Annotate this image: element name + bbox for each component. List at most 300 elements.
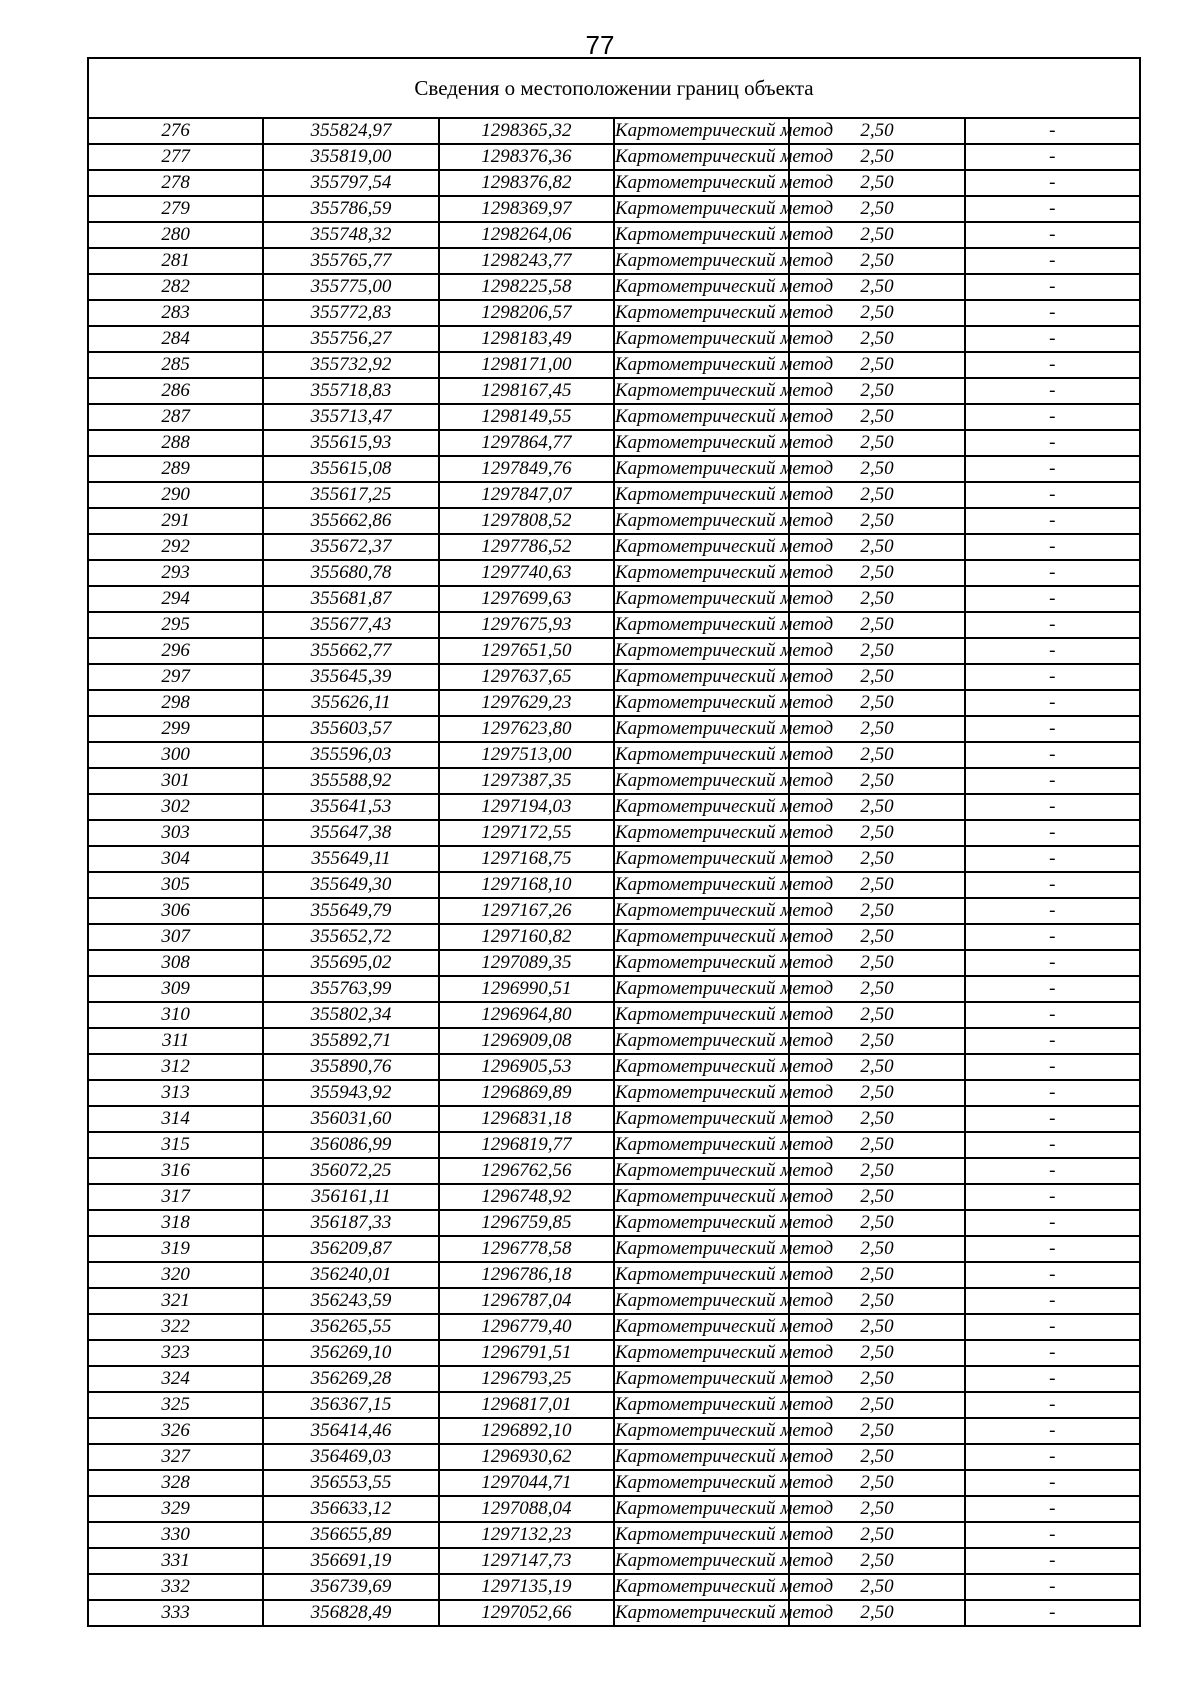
point-number-cell: 285 (88, 352, 263, 378)
y-coordinate-cell: 1297132,23 (439, 1522, 614, 1548)
description-cell: - (965, 1392, 1140, 1418)
method-cell: Картометрический метод (614, 508, 789, 534)
table-row (88, 534, 1140, 560)
description-cell: - (965, 196, 1140, 222)
y-coordinate-cell: 1297168,10 (439, 872, 614, 898)
method-cell: Картометрический метод (614, 1054, 789, 1080)
x-coordinate-cell: 356086,99 (263, 1132, 438, 1158)
description-cell: - (965, 586, 1140, 612)
method-cell: Картометрический метод (614, 1366, 789, 1392)
table-row (88, 1548, 1140, 1574)
y-coordinate-cell: 1297147,73 (439, 1548, 614, 1574)
method-cell: Картометрический метод (614, 1444, 789, 1470)
table-row (88, 248, 1140, 274)
accuracy-cell: 2,50 (789, 456, 964, 482)
accuracy-cell: 2,50 (789, 1418, 964, 1444)
point-number-cell: 323 (88, 1340, 263, 1366)
accuracy-cell: 2,50 (789, 1002, 964, 1028)
x-coordinate-cell: 355890,76 (263, 1054, 438, 1080)
table-row (88, 1080, 1140, 1106)
accuracy-cell: 2,50 (789, 1080, 964, 1106)
point-number-cell: 276 (88, 118, 263, 144)
method-cell: Картометрический метод (614, 560, 789, 586)
x-coordinate-cell: 355680,78 (263, 560, 438, 586)
description-cell: - (965, 1054, 1140, 1080)
method-cell: Картометрический метод (614, 1132, 789, 1158)
method-cell: Картометрический метод (614, 118, 789, 144)
description-cell: - (965, 1314, 1140, 1340)
y-coordinate-cell: 1296762,56 (439, 1158, 614, 1184)
x-coordinate-cell: 355615,93 (263, 430, 438, 456)
table-row (88, 300, 1140, 326)
description-cell: - (965, 1522, 1140, 1548)
y-coordinate-cell: 1296787,04 (439, 1288, 614, 1314)
y-coordinate-cell: 1297808,52 (439, 508, 614, 534)
point-number-cell: 318 (88, 1210, 263, 1236)
table-row (88, 482, 1140, 508)
x-coordinate-cell: 355588,92 (263, 768, 438, 794)
method-cell: Картометрический метод (614, 1028, 789, 1054)
y-coordinate-cell: 1298206,57 (439, 300, 614, 326)
method-cell: Картометрический метод (614, 404, 789, 430)
method-cell: Картометрический метод (614, 170, 789, 196)
method-cell: Картометрический метод (614, 820, 789, 846)
accuracy-cell: 2,50 (789, 1392, 964, 1418)
boundary-coordinates-table (87, 57, 1141, 1627)
accuracy-cell: 2,50 (789, 1470, 964, 1496)
accuracy-cell: 2,50 (789, 898, 964, 924)
point-number-cell: 302 (88, 794, 263, 820)
point-number-cell: 291 (88, 508, 263, 534)
method-cell: Картометрический метод (614, 1522, 789, 1548)
description-cell: - (965, 898, 1140, 924)
table-row (88, 144, 1140, 170)
accuracy-cell: 2,50 (789, 664, 964, 690)
point-number-cell: 294 (88, 586, 263, 612)
description-cell: - (965, 1080, 1140, 1106)
description-cell: - (965, 820, 1140, 846)
y-coordinate-cell: 1298365,32 (439, 118, 614, 144)
accuracy-cell: 2,50 (789, 404, 964, 430)
x-coordinate-cell: 355718,83 (263, 378, 438, 404)
method-cell: Картометрический метод (614, 1600, 789, 1626)
y-coordinate-cell: 1297089,35 (439, 950, 614, 976)
point-number-cell: 325 (88, 1392, 263, 1418)
point-number-cell: 298 (88, 690, 263, 716)
method-cell: Картометрический метод (614, 534, 789, 560)
table-row (88, 1340, 1140, 1366)
method-cell: Картометрический метод (614, 1548, 789, 1574)
accuracy-cell: 2,50 (789, 144, 964, 170)
method-cell: Картометрический метод (614, 1184, 789, 1210)
y-coordinate-cell: 1297387,35 (439, 768, 614, 794)
method-cell: Картометрический метод (614, 1210, 789, 1236)
x-coordinate-cell: 355765,77 (263, 248, 438, 274)
table-title-row (88, 58, 1140, 118)
accuracy-cell: 2,50 (789, 586, 964, 612)
accuracy-cell: 2,50 (789, 1314, 964, 1340)
point-number-cell: 315 (88, 1132, 263, 1158)
accuracy-cell: 2,50 (789, 352, 964, 378)
table-body (88, 58, 1140, 1626)
description-cell: - (965, 144, 1140, 170)
x-coordinate-cell: 355802,34 (263, 1002, 438, 1028)
table-row (88, 1236, 1140, 1262)
point-number-cell: 306 (88, 898, 263, 924)
description-cell: - (965, 1028, 1140, 1054)
x-coordinate-cell: 355652,72 (263, 924, 438, 950)
point-number-cell: 326 (88, 1418, 263, 1444)
point-number-cell: 324 (88, 1366, 263, 1392)
y-coordinate-cell: 1297172,55 (439, 820, 614, 846)
y-coordinate-cell: 1298369,97 (439, 196, 614, 222)
table-row (88, 1470, 1140, 1496)
method-cell: Картометрический метод (614, 1574, 789, 1600)
accuracy-cell: 2,50 (789, 482, 964, 508)
x-coordinate-cell: 355617,25 (263, 482, 438, 508)
table-row (88, 1366, 1140, 1392)
description-cell: - (965, 794, 1140, 820)
y-coordinate-cell: 1297675,93 (439, 612, 614, 638)
point-number-cell: 282 (88, 274, 263, 300)
x-coordinate-cell: 355748,32 (263, 222, 438, 248)
description-cell: - (965, 1002, 1140, 1028)
accuracy-cell: 2,50 (789, 248, 964, 274)
accuracy-cell: 2,50 (789, 1288, 964, 1314)
point-number-cell: 281 (88, 248, 263, 274)
x-coordinate-cell: 356187,33 (263, 1210, 438, 1236)
method-cell: Картометрический метод (614, 274, 789, 300)
point-number-cell: 313 (88, 1080, 263, 1106)
x-coordinate-cell: 355892,71 (263, 1028, 438, 1054)
accuracy-cell: 2,50 (789, 950, 964, 976)
description-cell: - (965, 976, 1140, 1002)
description-cell: - (965, 1262, 1140, 1288)
point-number-cell: 314 (88, 1106, 263, 1132)
method-cell: Картометрический метод (614, 1418, 789, 1444)
method-cell: Картометрический метод (614, 716, 789, 742)
x-coordinate-cell: 355819,00 (263, 144, 438, 170)
y-coordinate-cell: 1298167,45 (439, 378, 614, 404)
table-row (88, 1132, 1140, 1158)
accuracy-cell: 2,50 (789, 612, 964, 638)
method-cell: Картометрический метод (614, 1002, 789, 1028)
x-coordinate-cell: 356655,89 (263, 1522, 438, 1548)
x-coordinate-cell: 355756,27 (263, 326, 438, 352)
point-number-cell: 308 (88, 950, 263, 976)
accuracy-cell: 2,50 (789, 1548, 964, 1574)
table-row (88, 352, 1140, 378)
y-coordinate-cell: 1296831,18 (439, 1106, 614, 1132)
point-number-cell: 320 (88, 1262, 263, 1288)
point-number-cell: 307 (88, 924, 263, 950)
point-number-cell: 309 (88, 976, 263, 1002)
description-cell: - (965, 274, 1140, 300)
y-coordinate-cell: 1298171,00 (439, 352, 614, 378)
y-coordinate-cell: 1296786,18 (439, 1262, 614, 1288)
description-cell: - (965, 1574, 1140, 1600)
accuracy-cell: 2,50 (789, 170, 964, 196)
table-row (88, 118, 1140, 144)
table-row (88, 742, 1140, 768)
table-row (88, 222, 1140, 248)
x-coordinate-cell: 355763,99 (263, 976, 438, 1002)
method-cell: Картометрический метод (614, 326, 789, 352)
table-row (88, 1106, 1140, 1132)
table-row (88, 716, 1140, 742)
y-coordinate-cell: 1296793,25 (439, 1366, 614, 1392)
table-row (88, 846, 1140, 872)
accuracy-cell: 2,50 (789, 1366, 964, 1392)
description-cell: - (965, 118, 1140, 144)
accuracy-cell: 2,50 (789, 690, 964, 716)
description-cell: - (965, 1418, 1140, 1444)
description-cell: - (965, 1496, 1140, 1522)
point-number-cell: 301 (88, 768, 263, 794)
y-coordinate-cell: 1298376,82 (439, 170, 614, 196)
description-cell: - (965, 1288, 1140, 1314)
point-number-cell: 292 (88, 534, 263, 560)
x-coordinate-cell: 355695,02 (263, 950, 438, 976)
point-number-cell: 331 (88, 1548, 263, 1574)
x-coordinate-cell: 356240,01 (263, 1262, 438, 1288)
point-number-cell: 288 (88, 430, 263, 456)
y-coordinate-cell: 1297623,80 (439, 716, 614, 742)
description-cell: - (965, 534, 1140, 560)
x-coordinate-cell: 355772,83 (263, 300, 438, 326)
y-coordinate-cell: 1297135,19 (439, 1574, 614, 1600)
y-coordinate-cell: 1297629,23 (439, 690, 614, 716)
accuracy-cell: 2,50 (789, 768, 964, 794)
description-cell: - (965, 742, 1140, 768)
table-row (88, 1522, 1140, 1548)
point-number-cell: 296 (88, 638, 263, 664)
point-number-cell: 286 (88, 378, 263, 404)
y-coordinate-cell: 1296909,08 (439, 1028, 614, 1054)
point-number-cell: 316 (88, 1158, 263, 1184)
description-cell: - (965, 716, 1140, 742)
accuracy-cell: 2,50 (789, 378, 964, 404)
y-coordinate-cell: 1297088,04 (439, 1496, 614, 1522)
method-cell: Картометрический метод (614, 1392, 789, 1418)
point-number-cell: 330 (88, 1522, 263, 1548)
point-number-cell: 327 (88, 1444, 263, 1470)
x-coordinate-cell: 355786,59 (263, 196, 438, 222)
description-cell: - (965, 1106, 1140, 1132)
table-row (88, 1002, 1140, 1028)
x-coordinate-cell: 355645,39 (263, 664, 438, 690)
method-cell: Картометрический метод (614, 1262, 789, 1288)
point-number-cell: 317 (88, 1184, 263, 1210)
accuracy-cell: 2,50 (789, 534, 964, 560)
method-cell: Картометрический метод (614, 742, 789, 768)
description-cell: - (965, 222, 1140, 248)
description-cell: - (965, 1548, 1140, 1574)
point-number-cell: 332 (88, 1574, 263, 1600)
y-coordinate-cell: 1297699,63 (439, 586, 614, 612)
accuracy-cell: 2,50 (789, 638, 964, 664)
x-coordinate-cell: 356243,59 (263, 1288, 438, 1314)
table-row (88, 924, 1140, 950)
method-cell: Картометрический метод (614, 768, 789, 794)
accuracy-cell: 2,50 (789, 1444, 964, 1470)
accuracy-cell: 2,50 (789, 846, 964, 872)
method-cell: Картометрический метод (614, 924, 789, 950)
x-coordinate-cell: 356072,25 (263, 1158, 438, 1184)
accuracy-cell: 2,50 (789, 1210, 964, 1236)
description-cell: - (965, 482, 1140, 508)
accuracy-cell: 2,50 (789, 794, 964, 820)
table-row (88, 1418, 1140, 1444)
method-cell: Картометрический метод (614, 950, 789, 976)
table-row (88, 976, 1140, 1002)
table-row (88, 1158, 1140, 1184)
method-cell: Картометрический метод (614, 300, 789, 326)
accuracy-cell: 2,50 (789, 742, 964, 768)
table-row (88, 326, 1140, 352)
x-coordinate-cell: 355732,92 (263, 352, 438, 378)
point-number-cell: 284 (88, 326, 263, 352)
x-coordinate-cell: 355824,97 (263, 118, 438, 144)
x-coordinate-cell: 356739,69 (263, 1574, 438, 1600)
point-number-cell: 290 (88, 482, 263, 508)
x-coordinate-cell: 355649,11 (263, 846, 438, 872)
accuracy-cell: 2,50 (789, 222, 964, 248)
point-number-cell: 333 (88, 1600, 263, 1626)
description-cell: - (965, 560, 1140, 586)
description-cell: - (965, 1470, 1140, 1496)
accuracy-cell: 2,50 (789, 820, 964, 846)
point-number-cell: 305 (88, 872, 263, 898)
method-cell: Картометрический метод (614, 976, 789, 1002)
point-number-cell: 304 (88, 846, 263, 872)
description-cell: - (965, 456, 1140, 482)
method-cell: Картометрический метод (614, 1158, 789, 1184)
description-cell: - (965, 1184, 1140, 1210)
y-coordinate-cell: 1296759,85 (439, 1210, 614, 1236)
table-row (88, 950, 1140, 976)
y-coordinate-cell: 1296869,89 (439, 1080, 614, 1106)
accuracy-cell: 2,50 (789, 274, 964, 300)
point-number-cell: 329 (88, 1496, 263, 1522)
description-cell: - (965, 404, 1140, 430)
y-coordinate-cell: 1298376,36 (439, 144, 614, 170)
point-number-cell: 311 (88, 1028, 263, 1054)
point-number-cell: 310 (88, 1002, 263, 1028)
description-cell: - (965, 1158, 1140, 1184)
description-cell: - (965, 664, 1140, 690)
method-cell: Картометрический метод (614, 872, 789, 898)
point-number-cell: 289 (88, 456, 263, 482)
accuracy-cell: 2,50 (789, 1496, 964, 1522)
table-row (88, 820, 1140, 846)
x-coordinate-cell: 355713,47 (263, 404, 438, 430)
method-cell: Картометрический метод (614, 222, 789, 248)
method-cell: Картометрический метод (614, 586, 789, 612)
accuracy-cell: 2,50 (789, 430, 964, 456)
point-number-cell: 277 (88, 144, 263, 170)
point-number-cell: 322 (88, 1314, 263, 1340)
point-number-cell: 287 (88, 404, 263, 430)
accuracy-cell: 2,50 (789, 118, 964, 144)
x-coordinate-cell: 355647,38 (263, 820, 438, 846)
x-coordinate-cell: 356414,46 (263, 1418, 438, 1444)
accuracy-cell: 2,50 (789, 1236, 964, 1262)
method-cell: Картометрический метод (614, 1340, 789, 1366)
table-row (88, 898, 1140, 924)
point-number-cell: 303 (88, 820, 263, 846)
x-coordinate-cell: 355677,43 (263, 612, 438, 638)
table-row (88, 1288, 1140, 1314)
description-cell: - (965, 950, 1140, 976)
table-row (88, 274, 1140, 300)
table-row (88, 612, 1140, 638)
method-cell: Картометрический метод (614, 456, 789, 482)
method-cell: Картометрический метод (614, 430, 789, 456)
description-cell: - (965, 612, 1140, 638)
description-cell: - (965, 690, 1140, 716)
y-coordinate-cell: 1298243,77 (439, 248, 614, 274)
x-coordinate-cell: 355603,57 (263, 716, 438, 742)
description-cell: - (965, 248, 1140, 274)
method-cell: Картометрический метод (614, 794, 789, 820)
description-cell: - (965, 1366, 1140, 1392)
description-cell: - (965, 1340, 1140, 1366)
table-row (88, 1184, 1140, 1210)
description-cell: - (965, 352, 1140, 378)
y-coordinate-cell: 1297044,71 (439, 1470, 614, 1496)
table-row (88, 1054, 1140, 1080)
y-coordinate-cell: 1298149,55 (439, 404, 614, 430)
point-number-cell: 321 (88, 1288, 263, 1314)
table-row (88, 638, 1140, 664)
accuracy-cell: 2,50 (789, 196, 964, 222)
accuracy-cell: 2,50 (789, 924, 964, 950)
point-number-cell: 278 (88, 170, 263, 196)
table-row (88, 456, 1140, 482)
table-row (88, 1444, 1140, 1470)
method-cell: Картометрический метод (614, 482, 789, 508)
accuracy-cell: 2,50 (789, 1028, 964, 1054)
description-cell: - (965, 924, 1140, 950)
x-coordinate-cell: 355626,11 (263, 690, 438, 716)
y-coordinate-cell: 1296892,10 (439, 1418, 614, 1444)
description-cell: - (965, 638, 1140, 664)
y-coordinate-cell: 1298225,58 (439, 274, 614, 300)
table-row (88, 794, 1140, 820)
y-coordinate-cell: 1296779,40 (439, 1314, 614, 1340)
x-coordinate-cell: 356161,11 (263, 1184, 438, 1210)
x-coordinate-cell: 355649,79 (263, 898, 438, 924)
table-row (88, 768, 1140, 794)
y-coordinate-cell: 1297786,52 (439, 534, 614, 560)
method-cell: Картометрический метод (614, 846, 789, 872)
x-coordinate-cell: 356265,55 (263, 1314, 438, 1340)
method-cell: Картометрический метод (614, 378, 789, 404)
x-coordinate-cell: 356469,03 (263, 1444, 438, 1470)
method-cell: Картометрический метод (614, 1236, 789, 1262)
accuracy-cell: 2,50 (789, 976, 964, 1002)
x-coordinate-cell: 355649,30 (263, 872, 438, 898)
method-cell: Картометрический метод (614, 144, 789, 170)
method-cell: Картометрический метод (614, 612, 789, 638)
y-coordinate-cell: 1297847,07 (439, 482, 614, 508)
table-row (88, 1210, 1140, 1236)
y-coordinate-cell: 1296990,51 (439, 976, 614, 1002)
description-cell: - (965, 1132, 1140, 1158)
description-cell: - (965, 1600, 1140, 1626)
x-coordinate-cell: 356209,87 (263, 1236, 438, 1262)
